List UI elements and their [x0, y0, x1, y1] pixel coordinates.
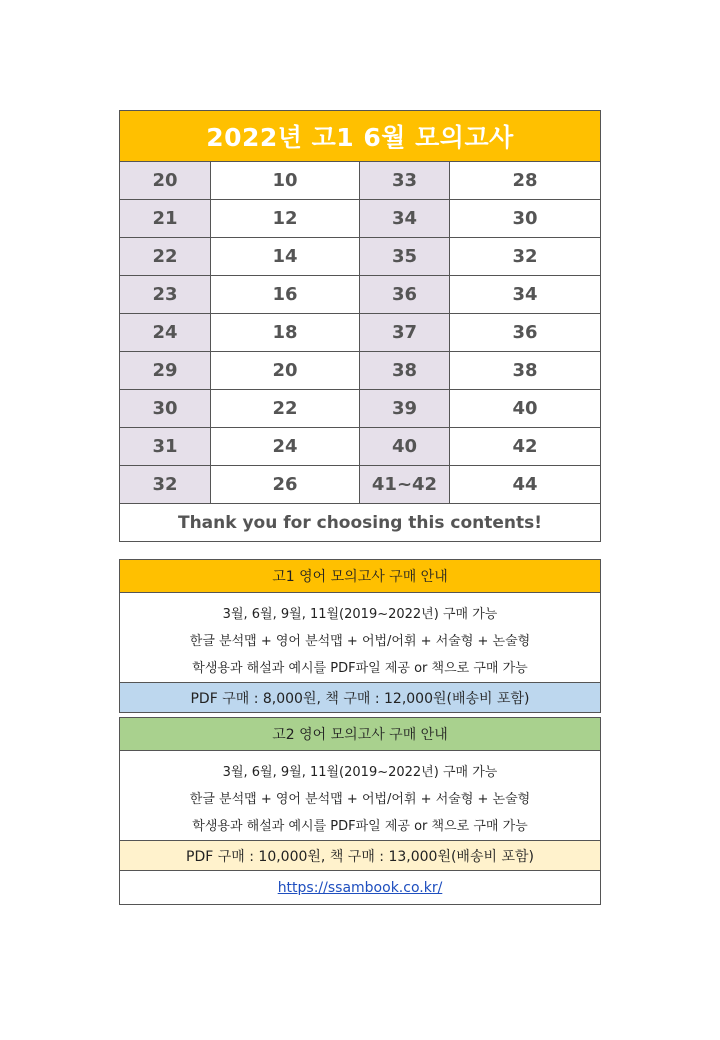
- answer-row: [120, 162, 600, 200]
- answer-cell: 42: [512, 436, 538, 457]
- thanks-message: Thank you for choosing this contents!: [177, 512, 543, 533]
- g1-price: PDF 구매 : 8,000원, 책 구매 : 12,000원(배송비 포함): [120, 682, 600, 712]
- g2-purchase-info: [119, 717, 601, 905]
- answer-cell: 33: [360, 162, 450, 199]
- answer-row: [120, 238, 600, 276]
- answer-cell: 26: [211, 466, 360, 503]
- g2-price: PDF 구매 : 10,000원, 책 구매 : 13,000원(배송비 포함): [120, 840, 600, 870]
- answer-cell: 36: [512, 322, 538, 343]
- link-row: [120, 870, 600, 904]
- answer-row: [120, 314, 600, 352]
- g1-info-line: 학생용과 해설과 예시를 PDF파일 제공 or 책으로 구매 가능: [192, 661, 528, 676]
- answer-cell: 40: [360, 428, 450, 465]
- answer-cell: 32: [512, 246, 538, 267]
- g2-info-line: 한글 분석맵 + 영어 분석맵 + 어법/어휘 + 서술형 + 논술형: [189, 792, 531, 807]
- g1-heading: 고1 영어 모의고사 구매 안내: [120, 560, 600, 593]
- ssambook-link[interactable]: https://ssambook.co.kr/: [277, 879, 443, 896]
- answer-cell: 29: [120, 352, 211, 389]
- answer-cell: 20: [211, 352, 360, 389]
- answer-cell: 23: [120, 276, 211, 313]
- answer-cell: 24: [120, 314, 211, 351]
- answer-cell: 22: [120, 238, 211, 275]
- g1-info-line: 3월, 6월, 9월, 11월(2019~2022년) 구매 가능: [222, 607, 498, 622]
- answer-cell: 38: [360, 352, 450, 389]
- answer-table-title: 2022년 고1 6월 모의고사: [120, 111, 600, 162]
- answer-cell: 37: [360, 314, 450, 351]
- g1-purchase-info: [119, 559, 601, 713]
- answer-cell: 40: [512, 398, 538, 419]
- g2-info-line: 학생용과 해설과 예시를 PDF파일 제공 or 책으로 구매 가능: [192, 819, 528, 834]
- answer-cell: 28: [512, 170, 538, 191]
- answer-cell: 10: [211, 162, 360, 199]
- answer-cell: 22: [211, 390, 360, 427]
- answer-row: [120, 428, 600, 466]
- answer-row: [120, 466, 600, 504]
- answer-row: [120, 390, 600, 428]
- answer-cell: 12: [211, 200, 360, 237]
- g2-info-lines: [120, 751, 600, 840]
- answer-cell: 16: [211, 276, 360, 313]
- answer-cell: 31: [120, 428, 211, 465]
- answer-row: [120, 352, 600, 390]
- g1-info-lines: [120, 593, 600, 682]
- answer-cell: 36: [360, 276, 450, 313]
- answer-cell: 18: [211, 314, 360, 351]
- answer-cell: 41~42: [360, 466, 450, 503]
- answer-table: [119, 110, 601, 542]
- answer-cell: 30: [120, 390, 211, 427]
- answer-cell: 24: [211, 428, 360, 465]
- answer-cell: 38: [512, 360, 538, 381]
- answer-cell: 30: [512, 208, 538, 229]
- answer-cell: 21: [120, 200, 211, 237]
- answer-cell: 39: [360, 390, 450, 427]
- answer-cell: 34: [512, 284, 538, 305]
- answer-cell: 14: [211, 238, 360, 275]
- g2-info-line: 3월, 6월, 9월, 11월(2019~2022년) 구매 가능: [222, 765, 498, 780]
- answer-cell: 35: [360, 238, 450, 275]
- answer-cell: 20: [120, 162, 211, 199]
- answer-row: [120, 200, 600, 238]
- answer-row: [120, 276, 600, 314]
- answer-cell: 32: [120, 466, 211, 503]
- answer-cell: 44: [512, 474, 538, 495]
- g1-info-line: 한글 분석맵 + 영어 분석맵 + 어법/어휘 + 서술형 + 논술형: [189, 634, 531, 649]
- answer-cell: 34: [360, 200, 450, 237]
- g2-heading: 고2 영어 모의고사 구매 안내: [120, 718, 600, 751]
- answer-rows: [120, 162, 600, 504]
